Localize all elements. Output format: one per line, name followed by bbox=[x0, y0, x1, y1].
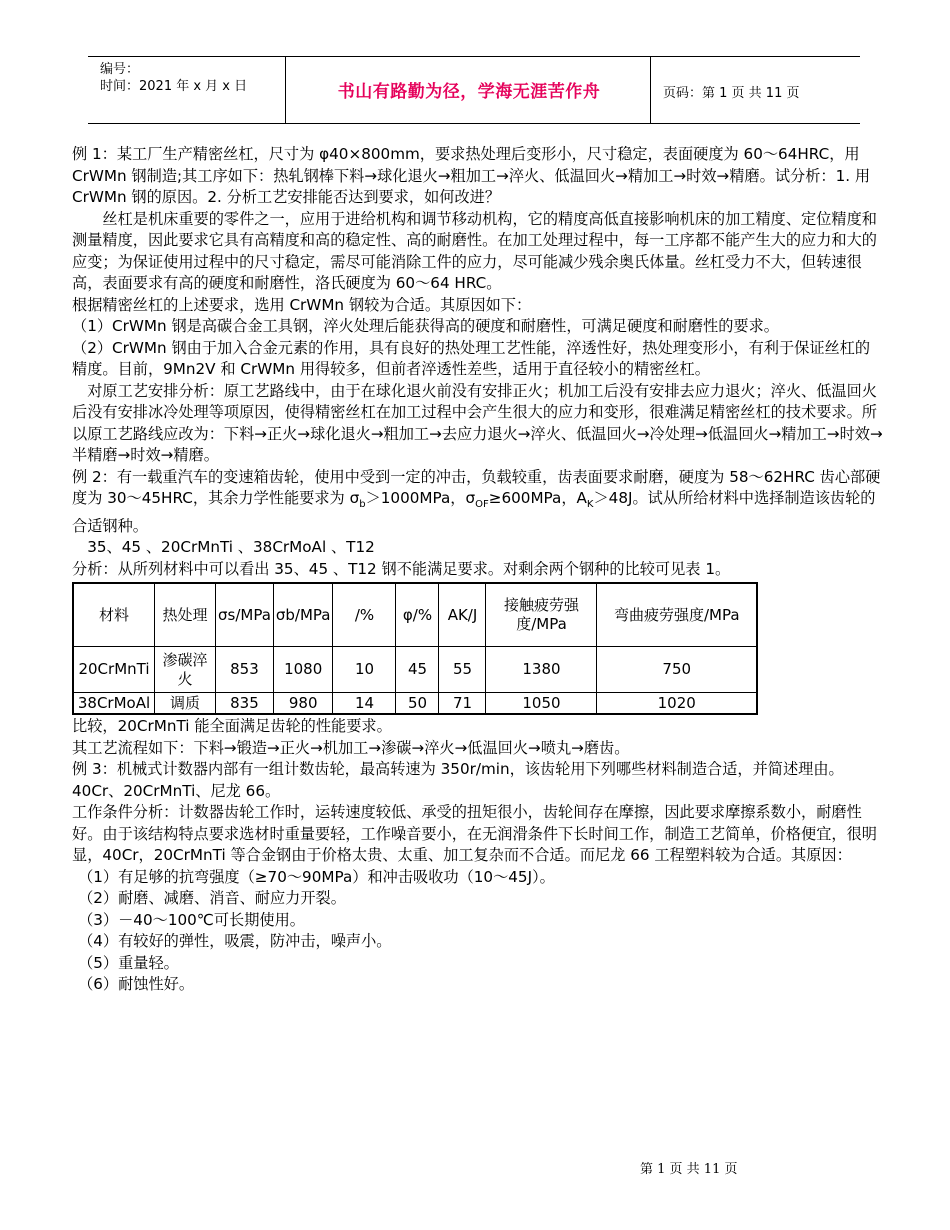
table-cell: 10 bbox=[333, 647, 396, 693]
header-cell: /% bbox=[333, 583, 396, 647]
header-number-label: 编号： bbox=[100, 62, 140, 77]
table-cell: 1050 bbox=[486, 693, 597, 715]
table-cell: 45 bbox=[396, 647, 439, 693]
example-2-text-c: ＞1000MPa，σ bbox=[365, 489, 476, 507]
list-item: （6）耐蚀性好。 bbox=[78, 975, 195, 994]
header-cell: 热处理 bbox=[155, 583, 216, 647]
page-footer: 第 1 页 共 11 页 bbox=[640, 1162, 738, 1177]
document-body bbox=[72, 144, 884, 996]
material-list-line: 35、45 、20CrMnTi 、38CrMoAl 、T12 bbox=[87, 538, 375, 557]
table-cell: 20CrMnTi bbox=[73, 647, 155, 693]
material-comparison-table bbox=[72, 582, 758, 715]
working-conditions-paragraph: 工作条件分析：计数器齿轮工作时，运转速度较低、承受的扭矩很小，齿轮间存在摩擦，因此要求摩擦系数小，耐磨性好。由于该结构特点要求选材时重量要轻，工作噪音要小，在无润滑条件下长时间工作，制造工艺简单，价格便宜，很明显，40Cr，20CrMnTi 等合金钢由于价格太贵、太重、加工复杂而不合适。而尼龙 66 工程塑料较为合适。其原因： bbox=[72, 803, 877, 865]
table-row bbox=[73, 647, 757, 693]
table-cell: 1020 bbox=[597, 693, 757, 715]
header-cell: AK/J bbox=[439, 583, 486, 647]
table-cell: 55 bbox=[439, 647, 486, 693]
header-cell: 材料 bbox=[73, 583, 155, 647]
header-meta bbox=[100, 61, 247, 95]
process-flow-paragraph: 其工艺流程如下：下料→锻造→正火→机加工→渗碳→淬火→低温回火→喷丸→磨齿。 bbox=[72, 738, 630, 757]
header-cell: 弯曲疲劳强度/MPa bbox=[597, 583, 757, 647]
header-cell: φ/% bbox=[396, 583, 439, 647]
table-cell: 14 bbox=[333, 693, 396, 715]
table-cell: 71 bbox=[439, 693, 486, 715]
example-2-sub-of: OF bbox=[475, 499, 489, 511]
list-item: （3）－40～100℃可长期使用。 bbox=[78, 910, 305, 929]
analysis-paragraph: 分析：从所列材料中可以看出 35、45 、T12 钢不能满足要求。对剩余两个钢种的比较可见表 1。 bbox=[72, 559, 731, 578]
screw-requirements-paragraph: 丝杠是机床重要的零件之一，应用于进给机构和调节移动机构，它的精度高低直接影响机床的加工精度、定位精度和测量精度，因此要求它具有高精度和高的稳定性、高的耐磨性。在加工处理过程中，每一工序都不能产生大的应力和大的应变；为保证使用过程中的尺寸稳定，需尽可能消除工件的应力，尽可能减少残余奥氏体量。丝杠受力不大，但转速很高，表面要求有高的硬度和耐磨性，洛氏硬度为 60～64 HRC。 bbox=[72, 209, 877, 292]
example-2-sub-k: K bbox=[586, 499, 594, 511]
list-item: （1）有足够的抗弯强度（≥70～90MPa）和冲击吸收功（10～45J）。 bbox=[78, 867, 555, 886]
list-item: （2）耐磨、减磨、消音、耐应力开裂。 bbox=[78, 889, 346, 908]
example-3-paragraph: 例 3：机械式计数器内部有一组计数齿轮，最高转速为 350r/min，该齿轮用下列哪些材料制造合适，并简述理由。40Cr、20CrMnTi、尼龙 66。 bbox=[72, 760, 844, 800]
header-divider-right bbox=[650, 57, 651, 123]
example-1-paragraph: 例 1：某工厂生产精密丝杠，尺寸为 φ40×800mm，要求热处理后变形小，尺寸稳定，表面硬度为 60～64HRC，用 CrWMn 钢制造;其工序如下：热轧钢棒下料→球化退火→粗加工→淬火、低温回火→精加工→时效→精磨。试分析：1. 用 CrWMn 钢的原因。2. 分析工艺安排能否达到要求，如何改进？ bbox=[72, 145, 871, 206]
process-analysis-paragraph: 对原工艺安排分析：原工艺路线中，由于在球化退火前没有安排正火；机加工后没有安排去应力退火；淬火、低温回火后没有安排冰冷处理等项原因，使得精密丝杠在加工过程中会产生很大的应力和变形，很难满足精密丝杠的技术要求。所以原工艺路线应改为：下料→正火→球化退火→粗加工→去应力退火→淬火、低温回火→冷处理→低温回火→精加工→时效→半精磨→时效→精磨。 bbox=[72, 381, 883, 464]
list-item: （5）重量轻。 bbox=[78, 953, 179, 972]
comparison-conclusion: 比较，20CrMnTi 能全面满足齿轮的性能要求。 bbox=[72, 717, 392, 736]
page-header bbox=[88, 56, 860, 124]
header-page-info: 页码：第 1 页 共 11 页 bbox=[663, 86, 800, 101]
table-cell: 980 bbox=[273, 693, 333, 715]
header-divider-left bbox=[285, 57, 286, 123]
list-item: （4）有较好的弹性，吸震，防冲击，噪声小。 bbox=[78, 932, 392, 951]
reason-2-paragraph: （2）CrWMn 钢由于加入合金元素的作用，具有良好的热处理工艺性能，淬透性好，热处理变形小，有利于保证丝杠的精度。目前，9Mn2V 和 CrWMn 用得较多，但前者淬透性差些，适用于直径较小的精密丝杠。 bbox=[72, 338, 871, 378]
example-2-sub-b: b bbox=[359, 499, 366, 511]
header-time-label: 时间：2021 年 x 月 x 日 bbox=[100, 79, 248, 94]
table-cell: 750 bbox=[597, 647, 757, 693]
header-motto: 书山有路勤为径，学海无涯苦作舟 bbox=[337, 82, 601, 102]
table-row bbox=[73, 693, 757, 715]
header-cell: σb/MPa bbox=[273, 583, 333, 647]
reason-1-paragraph: （1）CrWMn 钢是高碳合金工具钢，淬火处理后能获得高的硬度和耐磨性，可满足硬度和耐磨性的要求。 bbox=[72, 317, 779, 335]
example-2-paragraph bbox=[72, 467, 884, 538]
header-cell: σs/MPa bbox=[216, 583, 274, 647]
table-cell: 38CrMoAl bbox=[73, 693, 155, 715]
example-2-text-g: ＞48J。试从所给材料中选择制造该齿轮的合适钢种。 bbox=[72, 489, 876, 535]
table-cell: 调质 bbox=[155, 693, 216, 715]
table-cell: 853 bbox=[216, 647, 274, 693]
table-cell: 1380 bbox=[486, 647, 597, 693]
header-cell: 接触疲劳强度/MPa bbox=[486, 583, 597, 647]
table-cell: 1080 bbox=[273, 647, 333, 693]
example-2-text-e: ≥600MPa，A bbox=[488, 489, 587, 507]
table-header-row bbox=[73, 583, 757, 647]
table-cell: 835 bbox=[216, 693, 274, 715]
material-selection-paragraph: 根据精密丝杠的上述要求，选用 CrWMn 钢较为合适。其原因如下： bbox=[72, 295, 532, 314]
table-cell: 50 bbox=[396, 693, 439, 715]
table-cell: 渗碳淬火 bbox=[155, 647, 216, 693]
example-2-text-a: 例 2：有一载重汽车的变速箱齿轮，使用中受到一定的冲击，负载较重，齿表面要求耐磨，硬度为 58～62HRC 齿心部硬度为 30～45HRC，其余力学性能要求为 σ bbox=[72, 467, 881, 507]
